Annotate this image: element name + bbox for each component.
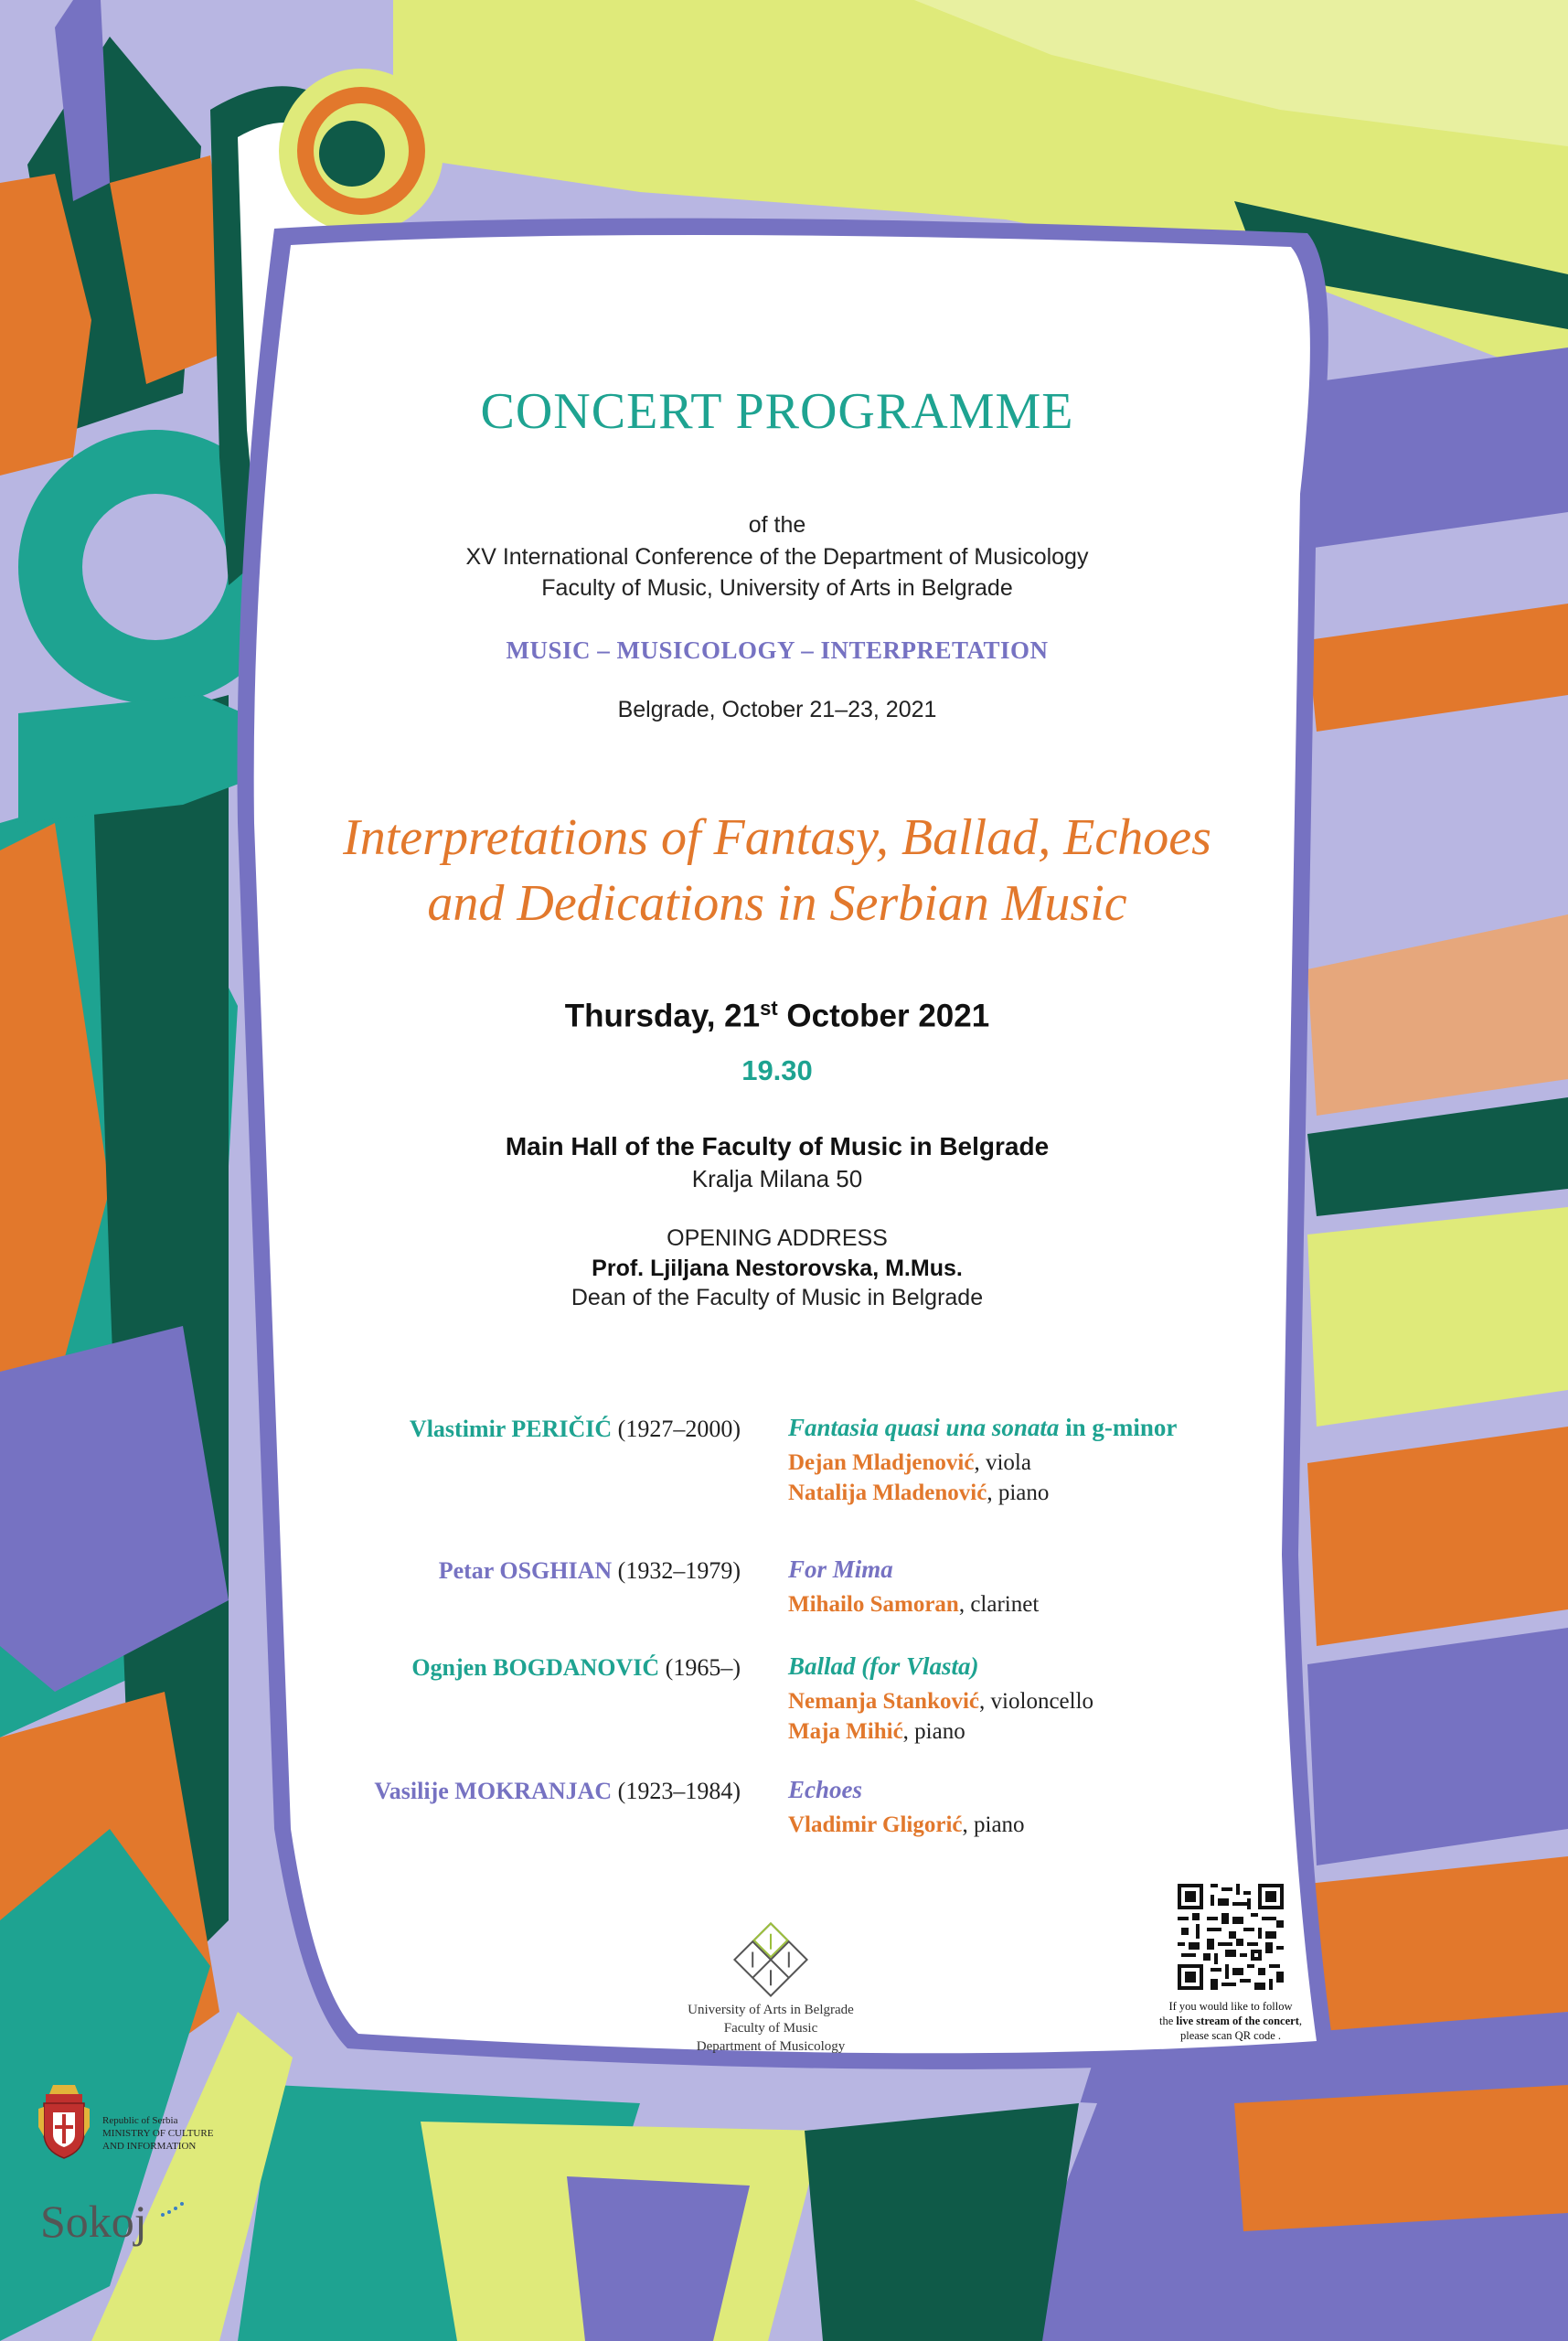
- livestream-note-line-1: If you would like to follow: [1168, 2000, 1293, 2013]
- opening-speaker-role: Dean of the Faculty of Music in Belgrade: [571, 1285, 984, 1310]
- composer-name: Ognjen BOGDANOVIĆ: [411, 1654, 660, 1681]
- performer: [788, 1716, 1093, 1747]
- programme-composer-3: [411, 1654, 741, 1682]
- department-credit: Department of Musicology: [696, 2039, 846, 2054]
- conference-theme: MUSIC – MUSICOLOGY – INTERPRETATION: [506, 636, 1049, 664]
- performer-instrument: , viola: [974, 1450, 1031, 1475]
- faculty-name: Faculty of Music, University of Arts in Belgrade: [541, 575, 1013, 601]
- page-title: CONCERT PROGRAMME: [480, 383, 1074, 440]
- sokoj-wordmark: Sokoj: [40, 2196, 147, 2247]
- work-title: [788, 1652, 1093, 1681]
- performer: [788, 1448, 1177, 1478]
- livestream-note-post: ,: [1298, 2015, 1302, 2027]
- livestream-note: [1121, 1999, 1340, 2043]
- performer-name: Mihailo Samoran: [788, 1592, 959, 1617]
- university-name: University of Arts in Belgrade: [688, 2003, 854, 2017]
- performer-instrument: , clarinet: [958, 1592, 1040, 1617]
- livestream-note-line-3: please scan QR code .: [1179, 2029, 1282, 2042]
- sokoj-logo: [40, 2195, 147, 2248]
- subtitle-of-the: of the: [748, 512, 806, 538]
- programme-composer-4: [374, 1778, 741, 1805]
- concert-venue: Main Hall of the Faculty of Music in Belgrade: [505, 1132, 1050, 1160]
- performer: [788, 1686, 1093, 1716]
- performer: [788, 1589, 1039, 1619]
- concert-title-line-2: and Dedications in Serbian Music: [427, 875, 1127, 932]
- performer-instrument: , piano: [902, 1719, 965, 1744]
- composer-years: (1965–): [659, 1654, 741, 1681]
- conference-name: XV International Conference of the Department of Musicology: [465, 544, 1089, 570]
- composer-years: (1927–2000): [612, 1416, 741, 1442]
- livestream-note-pre: the: [1159, 2015, 1177, 2027]
- programme-work-3: [788, 1652, 1093, 1747]
- serbia-coat-of-arms-icon: [37, 2081, 91, 2162]
- livestream-note-bold: live stream of the concert: [1176, 2015, 1299, 2027]
- concert-time: 19.30: [741, 1054, 813, 1086]
- programme-composer-2: [439, 1557, 741, 1585]
- concert-title-line-1: Interpretations of Fantasy, Ballad, Echoes: [343, 809, 1211, 866]
- performer-name: Nemanja Stanković: [788, 1689, 980, 1714]
- date-rest: October 2021: [777, 998, 990, 1034]
- performer-name: Dejan Mladjenović: [788, 1450, 975, 1475]
- ministry-line-1: MINISTRY OF CULTURE: [102, 2128, 214, 2139]
- qr-code-icon[interactable]: [1178, 1884, 1284, 1990]
- ministry-line-2: AND INFORMATION: [102, 2141, 197, 2152]
- performer: [788, 1478, 1177, 1508]
- work-title: [788, 1414, 1177, 1442]
- composer-years: (1923–1984): [612, 1778, 741, 1804]
- work-title: [788, 1776, 1025, 1804]
- university-logo-icon: [731, 1920, 810, 1999]
- faculty-credit: Faculty of Music: [723, 2021, 818, 2036]
- republic-of-serbia: Republic of Serbia: [102, 2115, 178, 2126]
- composer-years: (1932–1979): [612, 1557, 741, 1584]
- sokoj-dots-icon: [159, 2200, 187, 2218]
- programme-work-1: [788, 1414, 1177, 1508]
- opening-speaker: Prof. Ljiljana Nestorovska, M.Mus.: [592, 1256, 963, 1281]
- performer-name: Maja Mihić: [788, 1719, 903, 1744]
- concert-title: [238, 805, 1317, 936]
- work-title-italic: Ballad (for Vlasta): [788, 1652, 979, 1680]
- performer-name: Natalija Mladenović: [788, 1480, 987, 1505]
- programme-work-4: [788, 1776, 1025, 1840]
- programme-work-2: [788, 1555, 1039, 1619]
- composer-name: Vasilije MOKRANJAC: [374, 1778, 613, 1804]
- performer-instrument: , violoncello: [979, 1689, 1094, 1714]
- work-title-plain: in g-minor: [1059, 1414, 1178, 1441]
- date-prefix: Thursday, 21: [564, 998, 761, 1034]
- programme-composer-1: [410, 1416, 741, 1443]
- concert-date: [238, 997, 1317, 1035]
- work-title-italic: Echoes: [788, 1776, 862, 1803]
- performer: [788, 1810, 1025, 1840]
- date-ordinal-suffix: st: [760, 997, 778, 1020]
- venue-address: Kralja Milana 50: [691, 1165, 863, 1192]
- conference-place-dates: Belgrade, October 21–23, 2021: [617, 697, 937, 722]
- work-title-italic: Fantasia quasi una sonata: [788, 1414, 1060, 1441]
- performer-instrument: , piano: [962, 1812, 1025, 1837]
- work-title: [788, 1555, 1039, 1584]
- performer-name: Vladimir Gligorić: [788, 1812, 963, 1837]
- university-credit: [640, 2001, 901, 2056]
- livestream-note-line-2: [1121, 2014, 1340, 2028]
- ministry-credit: [102, 2114, 213, 2153]
- work-title-italic: For Mima: [788, 1555, 893, 1583]
- composer-name: Petar OSGHIAN: [438, 1557, 613, 1584]
- opening-address-label: OPENING ADDRESS: [667, 1225, 888, 1251]
- performer-instrument: , piano: [987, 1480, 1050, 1505]
- composer-name: Vlastimir PERIČIĆ: [409, 1416, 613, 1442]
